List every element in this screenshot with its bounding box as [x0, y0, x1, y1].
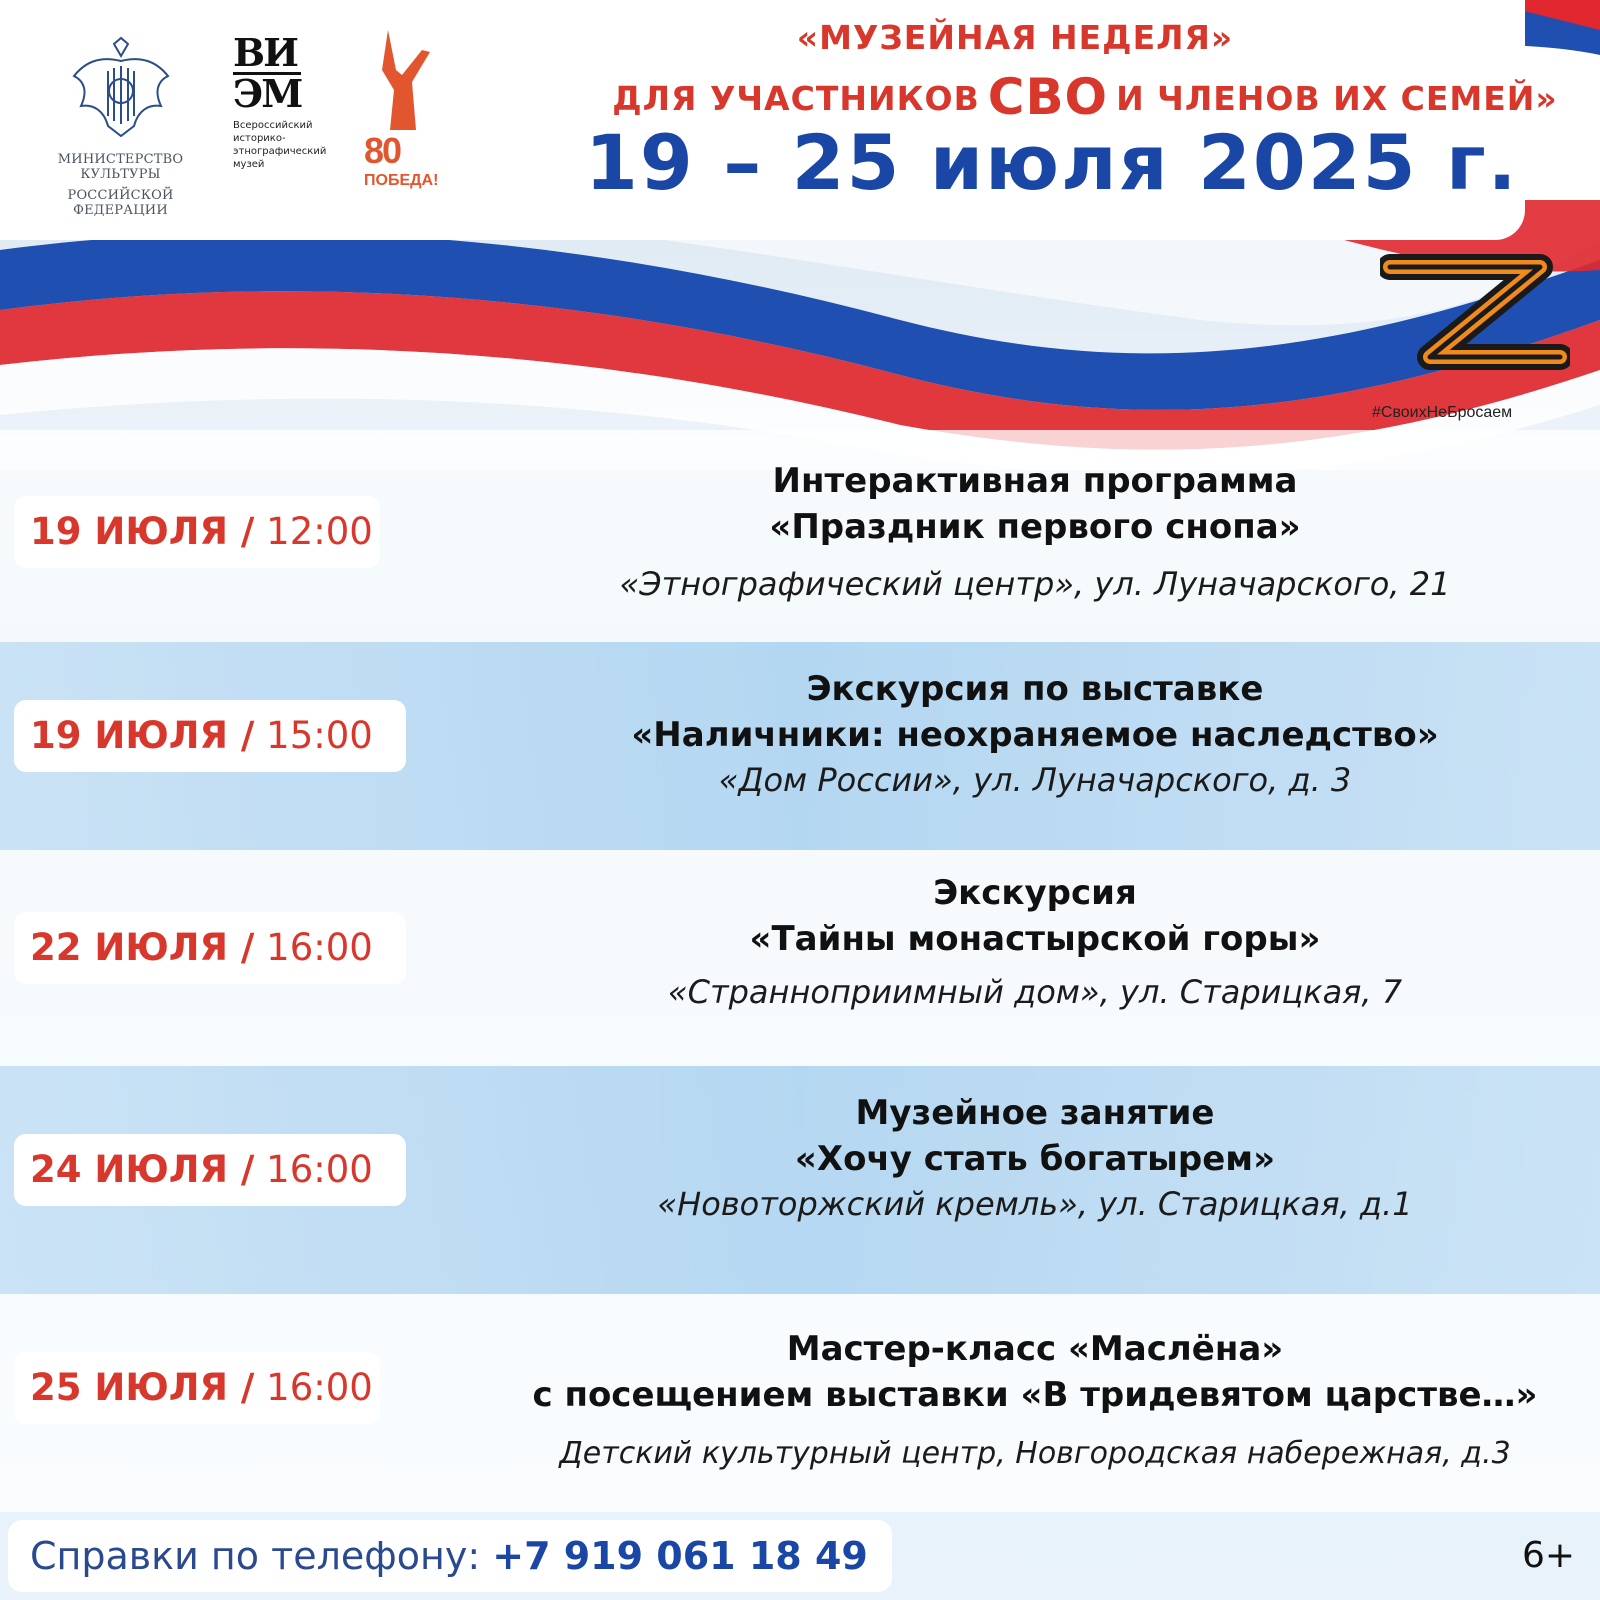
event-date: 24 ИЮЛЯ / [30, 1148, 255, 1191]
ministry-caption-2: РОССИЙСКОЙ ФЕДЕРАЦИИ [67, 188, 174, 218]
victory-number: 80 [364, 130, 401, 171]
vim-caption-2: историко- [233, 133, 286, 144]
vim-monogram-bottom: ЭМ [233, 71, 302, 116]
event-time: 12:00 [266, 510, 373, 553]
event-row-5 [0, 1294, 1600, 1512]
event-title-line-1: Мастер-класс «Маслёна» [786, 1329, 1284, 1369]
ministry-caption-1: МИНИСТЕРСТВО КУЛЬТУРЫ [57, 152, 184, 182]
event-title-line-2: с посещением выставки «В тридевятом царстве…» [532, 1375, 1538, 1415]
event-time: 16:00 [266, 1366, 373, 1409]
event-datetime-4 [14, 1134, 406, 1206]
event-time: 16:00 [266, 1148, 373, 1191]
age-rating: 6+ [1522, 1535, 1576, 1576]
title-line-2-pre: ДЛЯ УЧАСТНИКОВ [612, 79, 980, 118]
victory-80-logo [360, 30, 450, 200]
motherland-statue-icon [360, 30, 450, 140]
title-svo: СВО [987, 68, 1109, 126]
event-datetime-3 [14, 912, 406, 984]
phone-info [8, 1520, 892, 1592]
event-datetime-5 [14, 1352, 380, 1424]
event-datetime-2 [14, 700, 406, 772]
event-row-4 [0, 1066, 1600, 1294]
title-line-1: «МУЗЕЙНАЯ НЕДЕЛЯ» [796, 18, 1234, 57]
vim-logo [233, 30, 343, 171]
event-title-line-2: «Хочу стать богатырем» [794, 1139, 1276, 1179]
event-row-3 [0, 850, 1600, 1066]
victory-word: ПОБЕДА! [364, 172, 439, 189]
event-row-1 [0, 430, 1600, 642]
vim-caption-4: музей [233, 159, 265, 170]
vim-caption-1: Всероссийский [233, 120, 313, 131]
header-card [0, 0, 1558, 240]
phone-label: Справки по телефону: [30, 1534, 481, 1578]
event-place: «Странноприимный дом», ул. Старицкая, 7 [667, 973, 1403, 1011]
event-title-line-1: Интерактивная программа [772, 461, 1298, 501]
phone-number[interactable]: +7 919 061 18 49 [492, 1534, 868, 1578]
event-time: 16:00 [266, 926, 373, 969]
ministry-logo [28, 36, 213, 218]
event-place: «Новоторжский кремль», ул. Старицкая, д.1 [657, 1185, 1413, 1223]
event-date: 19 ИЮЛЯ / [30, 714, 255, 757]
event-place: «Этнографический центр», ул. Луначарского, 21 [619, 565, 1451, 603]
vim-caption-3: этнографический [233, 146, 327, 157]
event-title-line-2: «Праздник первого снопа» [769, 507, 1301, 547]
event-title-line-1: Экскурсия по выставке [806, 669, 1264, 709]
event-title-line-2: «Тайны монастырской горы» [749, 919, 1321, 959]
z-ribbon-icon [1380, 252, 1570, 382]
title-line-2-post: И ЧЛЕНОВ ИХ СЕМЕЙ» [1116, 79, 1558, 118]
double-headed-eagle-icon [66, 36, 176, 146]
event-time: 15:00 [266, 714, 373, 757]
event-date: 22 ИЮЛЯ / [30, 926, 255, 969]
event-title-line-1: Музейное занятие [855, 1093, 1215, 1133]
event-place: «Дом России», ул. Луначарского, д. 3 [718, 761, 1352, 799]
event-dates: 19 – 25 июля 2025 г. [585, 118, 1519, 207]
event-date: 25 ИЮЛЯ / [30, 1366, 255, 1409]
event-title-line-1: Экскурсия [933, 873, 1137, 913]
hashtag: #СвоихНеБросаем [1372, 404, 1513, 421]
event-datetime-1 [14, 496, 380, 568]
event-date: 19 ИЮЛЯ / [30, 510, 255, 553]
event-title-line-2: «Наличники: неохраняемое наследство» [631, 715, 1439, 755]
event-row-2 [0, 642, 1600, 850]
vim-monogram-top: ВИ [233, 30, 298, 75]
event-place: Детский культурный центр, Новгородская набережная, д.3 [559, 1436, 1511, 1471]
